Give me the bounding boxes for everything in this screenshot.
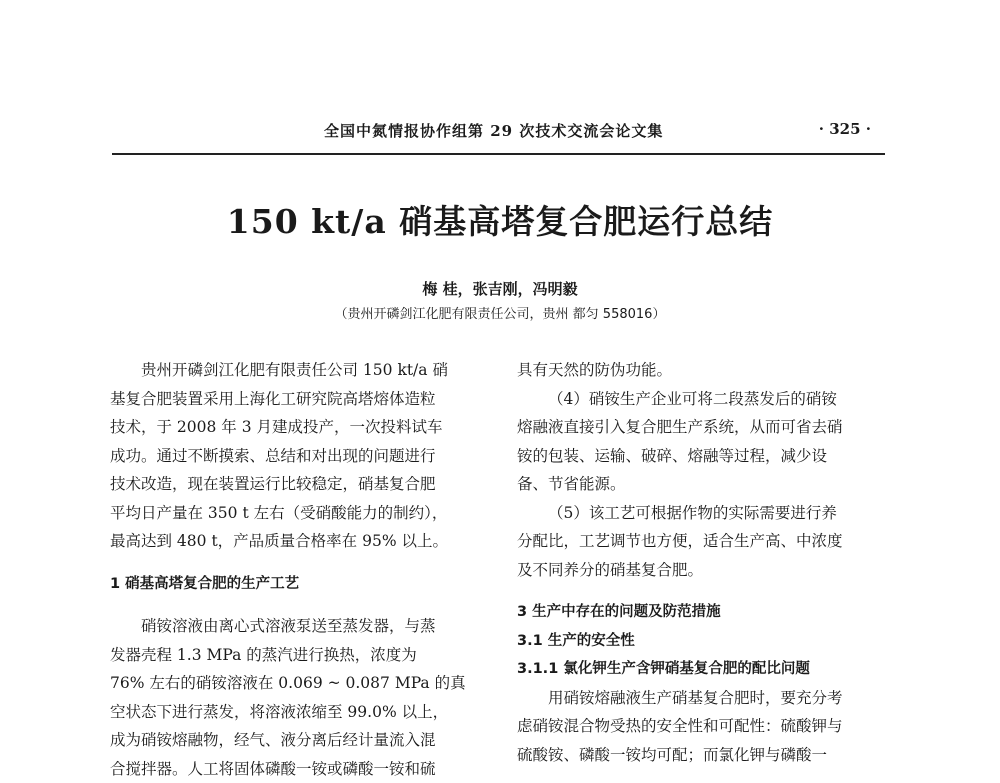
body-line: 及不同养分的硝基复合肥。 — [517, 556, 892, 585]
body-line: 最高达到 480 t，产品质量合格率在 95% 以上。 — [110, 527, 485, 556]
page-number: · 325 · — [819, 120, 871, 138]
body-line: （5）该工艺可根据作物的实际需要进行养 — [517, 499, 892, 528]
body-line: 基复合肥装置采用上海化工研究院高塔熔体造粒 — [110, 385, 485, 414]
body-line: 备、节省能源。 — [517, 470, 892, 499]
spacer — [110, 556, 485, 570]
running-header — [112, 120, 885, 150]
body-line: 熔融液直接引入复合肥生产系统，从而可省去硝 — [517, 413, 892, 442]
spacer — [110, 598, 485, 612]
subsubsection-heading: 3.1.1 氯化钾生产含钾硝基复合肥的配比问题 — [517, 655, 892, 684]
affiliation: （贵州开磷剑江化肥有限责任公司，贵州 都匀 558016） — [0, 303, 1000, 322]
paper-title: 150 kt/a 硝基高塔复合肥运行总结 — [0, 196, 1000, 243]
section-heading: 3 生产中存在的问题及防范措施 — [517, 598, 892, 627]
subsection-heading: 3.1 生产的安全性 — [517, 627, 892, 656]
body-line: 技术改造，现在装置运行比较稳定，硝基复合肥 — [110, 470, 485, 499]
body-line: 成功。通过不断摸索、总结和对出现的问题进行 — [110, 442, 485, 471]
author-list: 梅 桂，张吉刚，冯明毅 — [0, 278, 1000, 299]
body-line: 硫酸铵、磷酸一铵均可配；而氯化钾与磷酸一 — [517, 741, 892, 770]
body-line: 虑硝铵混合物受热的安全性和可配性：硫酸钾与 — [517, 712, 892, 741]
spacer — [517, 584, 892, 598]
body-line: 成为硝铵熔融物，经气、液分离后经计量流入混 — [110, 726, 485, 755]
section-heading: 1 硝基高塔复合肥的生产工艺 — [110, 570, 485, 599]
body-line: 合搅拌器。人工将固体磷酸一铵或磷酸一铵和硫 — [110, 755, 485, 783]
body-line: 贵州开磷剑江化肥有限责任公司 150 kt/a 硝 — [110, 356, 485, 385]
body-line: 76% 左右的硝铵溶液在 0.069 ~ 0.087 MPa 的真 — [110, 669, 485, 698]
body-line: 空状态下进行蒸发，将溶液浓缩至 99.0% 以上， — [110, 698, 485, 727]
right-column — [517, 356, 892, 769]
left-column — [110, 356, 485, 783]
journal-title: 全国中氮情报协作组第 29 次技术交流会论文集 — [324, 120, 663, 141]
header-rule — [112, 153, 885, 155]
body-line: 技术，于 2008 年 3 月建成投产，一次投料试车 — [110, 413, 485, 442]
body-line: 发器壳程 1.3 MPa 的蒸汽进行换热，浓度为 — [110, 641, 485, 670]
body-line: 用硝铵熔融液生产硝基复合肥时，要充分考 — [517, 684, 892, 713]
body-line: 硝铵溶液由离心式溶液泵送至蒸发器，与蒸 — [110, 612, 485, 641]
body-line: （4）硝铵生产企业可将二段蒸发后的硝铵 — [517, 385, 892, 414]
body-line: 平均日产量在 350 t 左右（受硝酸能力的制约）， — [110, 499, 485, 528]
body-line: 铵的包装、运输、破碎、熔融等过程，减少设 — [517, 442, 892, 471]
body-line: 具有天然的防伪功能。 — [517, 356, 892, 385]
body-line: 分配比，工艺调节也方便，适合生产高、中浓度 — [517, 527, 892, 556]
